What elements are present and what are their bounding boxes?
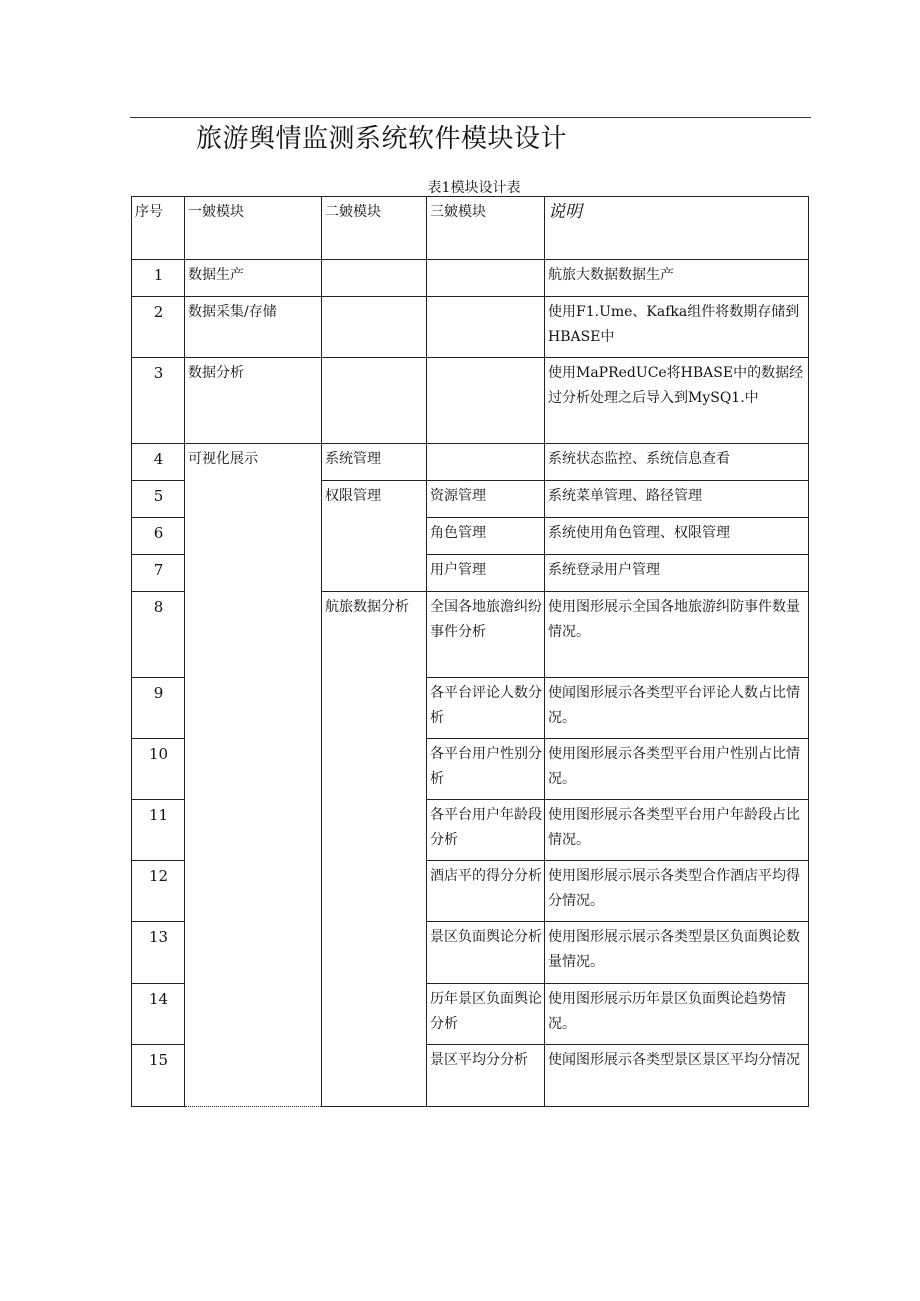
level1-cell: 数据生产 [185,260,322,297]
row-number: 8 [132,592,185,678]
table-row [132,260,809,297]
table-header-row [132,197,809,260]
description-cell: 系统菜单管理、路径管理 [545,481,809,518]
description-cell: 使用MaPRedUCe将HBASE中的数据经过分析处理之后导入到MySQ1.中 [545,358,809,444]
description-cell: 使用图形展示全国各地旅游纠防事件数量情况。 [545,592,809,678]
module-design-table [131,196,809,1107]
description-cell: 系统登录用户管理 [545,555,809,592]
level3-cell: 全国各地旅澹纠纷事件分析 [427,592,545,678]
row-number: 9 [132,678,185,739]
header-description: 说明 [545,197,809,260]
level3-cell: 各平台用户性别分析 [427,739,545,800]
row-number: 2 [132,297,185,358]
row-number: 6 [132,518,185,555]
description-cell: 使闻图形展示各类型景区景区平均分情况 [545,1045,809,1107]
header-level3: 三皴模块 [427,197,545,260]
level1-cell: 数据采集/存储 [185,297,322,358]
level2-cell: 航旅数据分析 [322,592,427,1107]
level3-cell [427,358,545,444]
description-cell: 使用图形展示展示各类型合作酒店平均得分情况。 [545,861,809,922]
row-number: 5 [132,481,185,518]
level2-cell [322,260,427,297]
header-level2: 二皴模块 [322,197,427,260]
level2-cell: 权限管理 [322,481,427,592]
level3-cell: 角色管理 [427,518,545,555]
table-caption: 表1模块设计表 [427,180,521,196]
level3-cell [427,260,545,297]
row-number: 14 [132,984,185,1045]
header-level1: 一皴模块 [185,197,322,260]
description-cell: 使用图形展示各类型平台用户性别占比情况。 [545,739,809,800]
level3-cell: 酒店平的得分分析 [427,861,545,922]
level3-cell: 历年景区负面舆论分析 [427,984,545,1045]
level2-cell [322,297,427,358]
row-number: 3 [132,358,185,444]
level3-cell [427,297,545,358]
description-cell: 使用F1.Ume、Kafka组件将数期存储到HBASE中 [545,297,809,358]
level3-cell: 景区负面舆论分析 [427,922,545,984]
table-row [132,297,809,358]
description-cell: 使用图形展示各类型平台用户年龄段占比情况。 [545,800,809,861]
row-number: 7 [132,555,185,592]
level3-cell [427,444,545,481]
level3-cell: 景区平均分分析 [427,1045,545,1107]
row-number: 15 [132,1045,185,1107]
row-number: 1 [132,260,185,297]
level2-cell [322,358,427,444]
row-number: 11 [132,800,185,861]
description-cell: 系统状态监控、系统信息查看 [545,444,809,481]
description-cell: 使闻图形展示各类型平台评论人数占比情况。 [545,678,809,739]
level3-cell: 用户管理 [427,555,545,592]
level3-cell: 各平台评论人数分析 [427,678,545,739]
table-row [132,444,809,481]
level1-cell: 可视化展示 [185,444,322,1107]
header-no: 序号 [132,197,185,260]
table-row [132,358,809,444]
row-number: 12 [132,861,185,922]
level3-cell: 资源管理 [427,481,545,518]
description-cell: 系统使用角色管理、权限管理 [545,518,809,555]
level3-cell: 各平台用户年龄段分析 [427,800,545,861]
description-cell: 使用图形展示展示各类型景区负面舆论数量情况。 [545,922,809,984]
row-number: 4 [132,444,185,481]
row-number: 13 [132,922,185,984]
description-cell: 使用图形展示历年景区负面舆论趋势情况。 [545,984,809,1045]
description-cell: 航旅大数据数据生产 [545,260,809,297]
level1-cell: 数据分析 [185,358,322,444]
level2-cell: 系统管理 [322,444,427,481]
document-title: 旅游舆情监测系统软件模块设计 [196,124,568,154]
row-number: 10 [132,739,185,800]
